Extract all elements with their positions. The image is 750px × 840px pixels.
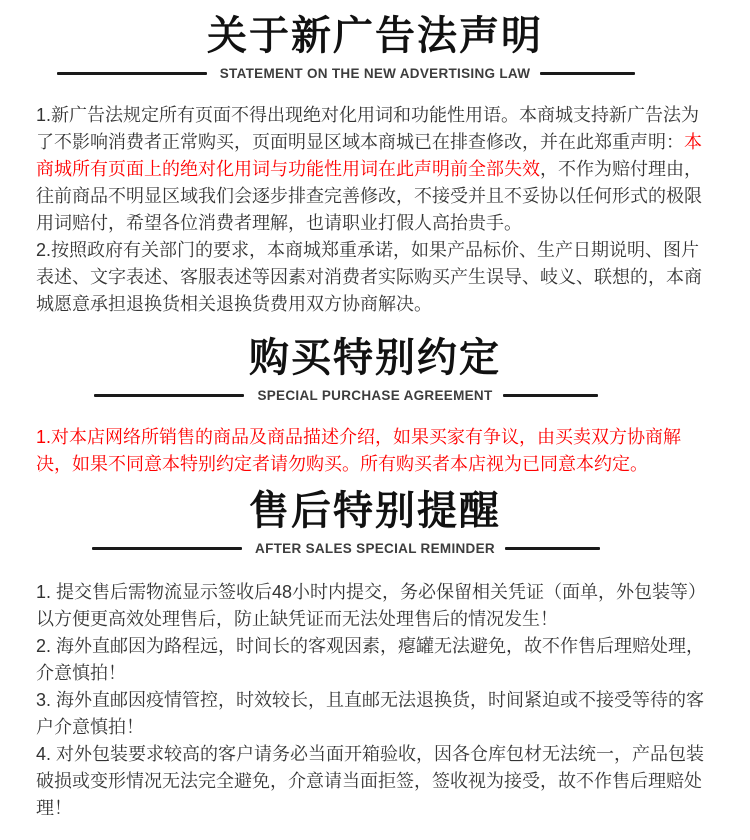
divider-line-right bbox=[540, 72, 635, 75]
divider-line-right bbox=[503, 394, 598, 397]
subtitle-divider bbox=[0, 539, 750, 557]
text-segment-black: 1. 提交售后需物流显示签收后48小时内提交，务必保留相关凭证（面单，外包装等）以方便更高效处理售后，防止缺凭证而无法处理售后的情况发生！ bbox=[36, 582, 707, 629]
section-subtitle-advertising-law: STATEMENT ON THE NEW ADVERTISING LAW bbox=[219, 65, 531, 81]
text-segment-black: 2. 海外直邮因为路程远，时间长的客观因素，瘪罐无法避免，故不作售后理赔处理，介意慎拍！ bbox=[36, 636, 705, 683]
paragraph bbox=[36, 237, 714, 318]
section-advertising-law bbox=[0, 0, 750, 318]
divider-line-left bbox=[94, 394, 244, 397]
section-title-after-sales: 售后特别提醒 bbox=[249, 489, 501, 533]
paragraph bbox=[36, 687, 714, 741]
section-subtitle-purchase-agreement: SPECIAL PURCHASE AGREEMENT bbox=[257, 387, 493, 403]
text-segment-black: 4. 对外包装要求较高的客户请务必当面开箱验收，因各仓库包材无法统一，产品包装破损或变形情况无法完全避免，介意请当面拒签，签收视为接受，故不作售后理赔处理！ bbox=[36, 744, 705, 818]
text-segment-red: 1.对本店网络所销售的商品及商品描述介绍，如果买家有争议，由买卖双方协商解决，如果不同意本特别约定者请勿购买。所有购买者本店视为已同意本约定。 bbox=[36, 427, 682, 474]
divider-line-left bbox=[92, 547, 242, 550]
section-body bbox=[36, 424, 714, 478]
paragraph bbox=[36, 633, 714, 687]
section-subtitle-after-sales: AFTER SALES SPECIAL REMINDER bbox=[255, 540, 495, 556]
text-segment-red: 本商城所有页面上的绝对化用词与功能性用词在此声明前全部失效 bbox=[36, 132, 702, 179]
divider-line-left bbox=[57, 72, 207, 75]
section-title-purchase-agreement: 购买特别约定 bbox=[249, 336, 501, 380]
paragraph bbox=[36, 579, 714, 633]
paragraph bbox=[36, 102, 714, 237]
paragraph bbox=[36, 424, 714, 478]
subtitle-divider bbox=[0, 64, 750, 82]
text-segment-black: 1.新广告法规定所有页面不得出现绝对化用词和功能性用语。本商城支持新广告法为了不影响消费者正常购买，页面明显区域本商城已在排查修改，并在此郑重声明： bbox=[36, 105, 700, 152]
section-body bbox=[36, 579, 714, 822]
divider-line-right bbox=[505, 547, 600, 550]
section-after-sales bbox=[0, 488, 750, 840]
text-segment-black: 2.按照政府有关部门的要求，本商城郑重承诺，如果产品标价、生产日期说明、图片表述、文字表述、客服表述等因素对消费者实际购买产生误导、岐义、联想的，本商城愿意承担退换货相关退换货费用双方协商解决。 bbox=[36, 240, 702, 314]
paragraph bbox=[36, 741, 714, 822]
text-segment-black: 3. 海外直邮因疫情管控，时效较长，且直邮无法退换货，时间紧迫或不接受等待的客户介意慎拍！ bbox=[36, 690, 705, 737]
section-title-advertising-law: 关于新广告法声明 bbox=[207, 14, 543, 58]
subtitle-divider bbox=[0, 386, 750, 404]
section-body bbox=[36, 102, 714, 318]
text-segment-black: ，不作为赔付理由，往前商品不明显区域我们会逐步排查完善修改，不接受并且不妥协以任何形式的极限用词赔付，希望各位消费者理解，也请职业打假人高抬贵手。 bbox=[36, 159, 702, 233]
section-purchase-agreement bbox=[0, 335, 750, 478]
